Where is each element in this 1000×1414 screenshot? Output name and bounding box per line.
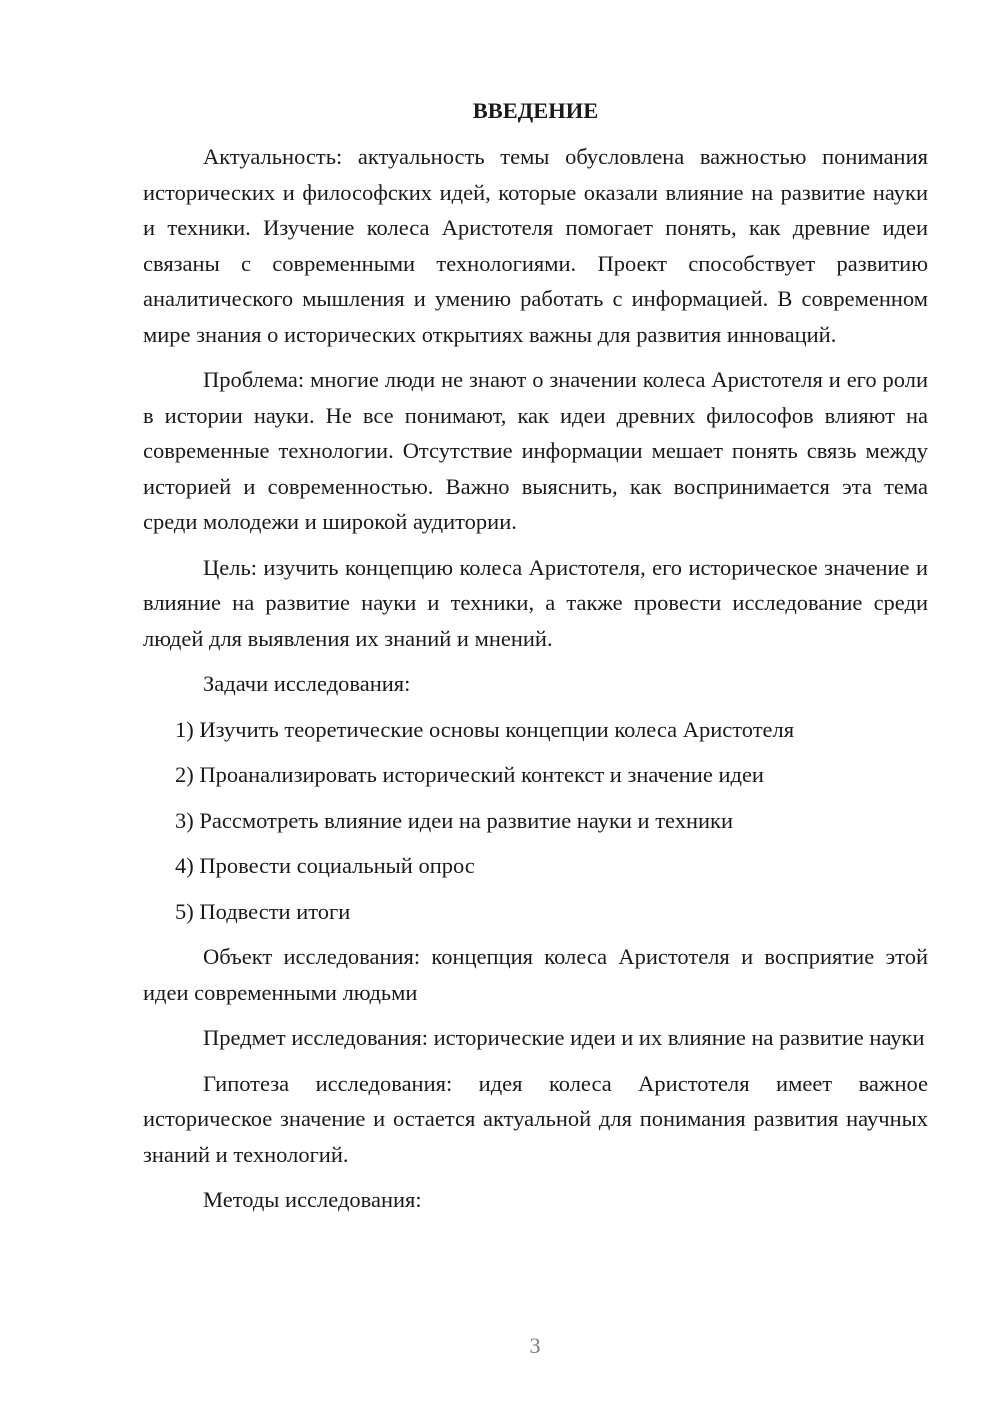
goal-paragraph: Цель: изучить концепцию колеса Аристотеля, его историческое значение и влияние на развитие науки и техники, а также провести исследование среди людей для выявления их знаний и мнений. [143, 554, 928, 651]
tasks-list [143, 712, 928, 930]
page-content [143, 90, 928, 1228]
relevance-paragraph: Актуальность: актуальность темы обусловлена важностью понимания исторических и философских идей, которые оказали влияние на развитие науки и техники. Изучение колеса Аристотеля помогает понять, как древние идеи связаны с современными технологиями. Проект способствует развитию аналитического мышления и умению работать с информацией. В современном мире знания о исторических открытиях важны для развития инноваций. [143, 144, 928, 347]
problem-paragraph: Проблема: многие люди не знают о значении колеса Аристотеля и его роли в истории науки. Не все понимают, как идеи древних философов влияют на современные технологии. Отсутствие информации мешает понять связь между историей и современностью. Важно выяснить, как воспринимается эта тема среди молодежи и широкой аудитории. [143, 367, 928, 534]
list-item: 3) Рассмотреть влияние идеи на развитие науки и техники [175, 807, 734, 833]
subject-paragraph: Предмет исследования: исторические идеи и их влияние на развитие науки [203, 1025, 925, 1050]
list-item: 5) Подвести итоги [175, 898, 351, 924]
methods-heading: Методы исследования: [203, 1187, 422, 1212]
tasks-heading: Задачи исследования: [203, 671, 411, 696]
object-paragraph: Объект исследования: концепция колеса Аристотеля и восприятие этой идеи современными людьми [143, 944, 928, 1005]
page-title: ВВЕДЕНИЕ [472, 98, 599, 123]
page-number: 3 [529, 1333, 541, 1358]
list-item: 2) Проанализировать исторический контекст и значение идеи [175, 762, 764, 787]
list-item: 4) Провести социальный опрос [175, 853, 475, 878]
list-item: 1) Изучить теоретические основы концепции колеса Аристотеля [175, 716, 795, 742]
hypothesis-paragraph: Гипотеза исследования: идея колеса Аристотеля имеет важное историческое значение и остается актуальной для понимания развития научных знаний и технологий. [143, 1070, 928, 1167]
